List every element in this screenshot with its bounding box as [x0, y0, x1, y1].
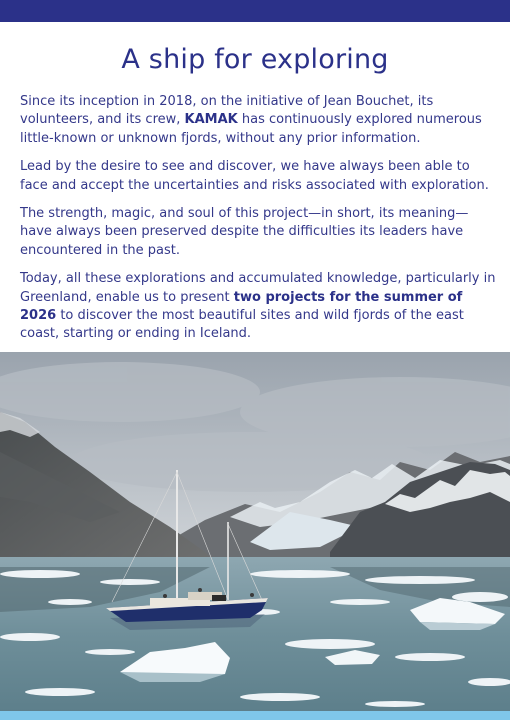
paragraph-projects	[20, 270, 500, 344]
projects-highlight: two projects for the summer of 2026	[20, 289, 463, 324]
paragraph-soul: The strength, magic, and soul of this project—in short, its meaning—have always been preserved despite the difficulties its leaders have encountered in the past.	[20, 206, 469, 258]
paragraph-desire: Lead by the desire to see and discover, we have always been able to face and accept the uncertainties and risks associated with exploration.	[20, 159, 489, 193]
paragraph-projects-end: to discover the most beautiful sites and wild fjords of the east coast, starting or ending in Iceland.	[20, 308, 464, 342]
top-header-bar	[0, 0, 510, 22]
body-text	[20, 93, 500, 354]
paragraph-intro	[20, 93, 500, 148]
fjord-sailboat-photo	[0, 352, 510, 711]
paragraph-projects-start: Today, all these explorations and accumulated knowledge, particularly in Greenland, enable us to present	[20, 271, 496, 305]
bottom-footer-bar	[0, 711, 510, 720]
paragraph-intro-end: has continuously explored numerous little-known or unknown fjords, without any prior information.	[20, 112, 482, 146]
ship-name: KAMAK	[184, 112, 238, 128]
paragraph-intro-start: Since its inception in 2018, on the initiative of Jean Bouchet, its volunteers, and its crew,	[20, 94, 434, 128]
page-title: A ship for exploring	[121, 44, 389, 75]
